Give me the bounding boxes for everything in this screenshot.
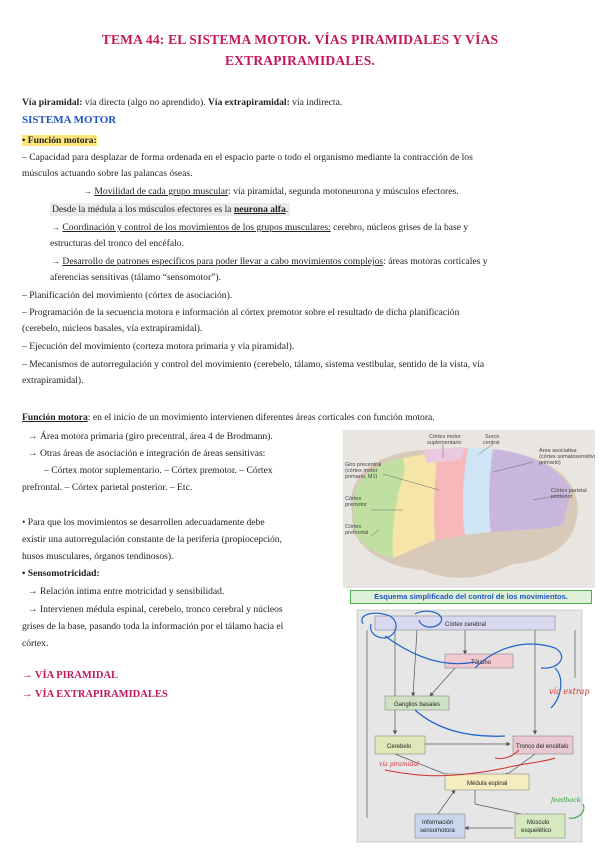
via-piramidal-link[interactable]: → VÍA PIRAMIDAL <box>22 670 119 681</box>
line-6: estructuras del tronco del encéfalo. <box>50 238 184 249</box>
funcion-heading-text: • Función motora: <box>22 135 97 146</box>
funcion-motora-label: Función motora <box>22 412 88 423</box>
area-line-4: prefrontal. – Córtex parietal posterior. – Etc. <box>22 482 193 493</box>
line-4-highlight <box>50 203 290 216</box>
bullet-line-3: husos musculares, órganos tendinosos). <box>22 551 174 562</box>
label-area-asoc: Área asociativa <box>539 448 577 454</box>
line-11: (cerebelo, núcleos basales, vía extrapiramidal). <box>22 323 203 334</box>
via-piramidal-text: vía directa (algo no aprendido). <box>82 97 208 108</box>
line-13: – Mecanismos de autorregulación y control del movimiento (cerebelo, tálamo, sistema vestibular, sentido de la vista, vía <box>22 359 485 370</box>
page-title-line2: EXTRAPIRAMIDALES. <box>224 53 376 68</box>
box-ganglios-label: Ganglios basales <box>394 702 441 708</box>
label-giro-2: (córtex motor <box>345 468 378 474</box>
line-5-rest: cerebro, núcleos grises de la base y <box>330 222 469 233</box>
handwritten-via-extrap: vía extrap <box>549 687 590 696</box>
line-3 <box>84 185 459 198</box>
box-info-label: Información <box>422 820 454 826</box>
line-5 <box>52 221 468 234</box>
funcion-motora-text: : en el inicio de un movimiento intervienen diferentes áreas corticales con función motora. <box>87 412 435 423</box>
intro-line <box>22 96 342 109</box>
label-prefrontal-2: prefrontal <box>345 530 369 536</box>
area-line-2: → Otras áreas de asociación e integración de áreas sensitivas: <box>28 448 266 459</box>
sens-line-1: → Relación íntima entre motricidad y sensibilidad. <box>28 586 225 597</box>
bullet-line-1: • Para que los movimientos se desarrollen adecuadamente debe <box>22 517 265 528</box>
label-giro-3: primario, M1) <box>345 474 378 480</box>
neurona-alfa: neurona alfa <box>233 204 286 215</box>
line-10: – Programación de la secuencia motora e información al córtex premotor sobre el resultado de dicha planificación <box>22 307 460 318</box>
line-7-underlined: Desarrollo de patrones específicos para poder llevar a cabo movimientos complejos <box>62 256 384 267</box>
box-medula-label: Médula espinal <box>467 781 508 787</box>
via-piramidal-label: Vía piramidal: <box>22 97 83 108</box>
via-extrapiramidal-text: vía indirecta. <box>289 97 343 108</box>
box-musculo-label: Músculo <box>527 820 550 826</box>
label-prefrontal: Córtex <box>345 524 362 530</box>
arrow-icon: → <box>52 257 60 266</box>
line-1: – Capacidad para desplazar de forma ordenada en el espacio parte o todo el organismo mediante la contracción de los <box>22 152 473 163</box>
box-info-label-2: sensomotora <box>420 828 455 834</box>
label-premotor-2: premotor <box>345 502 368 508</box>
line-4-pre: Desde la médula a los músculos efectores es la <box>52 204 234 215</box>
line-8: aferencias sensitivas (tálamo “sensomotor”). <box>50 272 222 283</box>
label-surco: Surco <box>485 434 500 440</box>
sens-line-3: grises de la base, pasando toda la información por el tálamo hacia el <box>22 621 284 632</box>
bullet-line-2: existir una autorregulación constante de la periferia (propiocepción, <box>22 534 282 545</box>
control-diagram <box>355 608 595 846</box>
line-4 <box>50 203 290 216</box>
handwritten-via-piramidal: vía piramidal <box>379 761 419 768</box>
brain-illustration <box>343 430 595 588</box>
box-talamo-label: Tálamo <box>471 660 492 666</box>
brain-figure <box>343 430 595 588</box>
line-7-rest: : áreas motoras corticales y <box>383 256 488 267</box>
label-giro: Giro precentral <box>345 462 382 468</box>
label-suplementario: suplementario <box>427 440 462 446</box>
line-5-underlined: Coordinación y control de los movimientos de los grupos musculares: <box>62 222 331 233</box>
line-9: – Planificación del movimiento (córtex de asociación). <box>22 290 233 301</box>
area-line-3: – Córtex motor suplementario. – Córtex premotor. – Córtex <box>44 465 273 476</box>
area-line-1: → Área motora primaria (giro precentral, área 4 de Brodmann). <box>28 431 273 442</box>
label-central: central <box>483 440 500 446</box>
sens-line-2: → Intervienen médula espinal, cerebelo, tronco cerebral y núcleos <box>28 604 283 615</box>
somatosensory-region <box>463 448 493 535</box>
box-tronco-label: Tronco del encéfalo <box>516 744 569 750</box>
line-14: extrapiramidal). <box>22 375 84 386</box>
funcion-heading <box>22 134 97 147</box>
label-area-asoc-2: (córtex somatosensitivo <box>539 454 595 460</box>
label-area-asoc-3: primario) <box>539 460 561 466</box>
label-premotor: Córtex <box>345 496 362 502</box>
label-cortex-motor: Córtex motor <box>429 434 461 440</box>
arrow-icon: → <box>84 187 92 196</box>
funcion-motora-line <box>22 411 435 424</box>
arrow-icon: → <box>52 223 60 232</box>
line-3-rest: : vía piramidal, segunda motoneurona y músculos efectores. <box>228 186 459 197</box>
via-extrapiramidal-link[interactable]: → VÍA EXTRAPIRAMIDALES <box>22 689 168 700</box>
box-informacion-sensomotora <box>415 814 465 838</box>
line-4-post: . <box>285 204 289 215</box>
page-title-line1: TEMA 44: EL SISTEMA MOTOR. VÍAS PIRAMIDALES Y VÍAS <box>101 32 499 47</box>
box-musculo-esqueletico <box>515 814 565 838</box>
label-parietal: Córtex parietal <box>551 488 587 494</box>
line-7 <box>52 255 488 268</box>
box-musculo-label-2: esquelético <box>521 828 552 834</box>
diagram-title: Esquema simplificado del control de los movimientos. <box>350 590 592 604</box>
section-heading: SISTEMA MOTOR <box>22 114 117 126</box>
line-12: – Ejecución del movimiento (corteza motora primaria y vía piramidal). <box>22 341 295 352</box>
control-diagram-svg <box>355 608 595 846</box>
box-cortex-label: Córtex cerebral <box>445 622 487 628</box>
sens-line-4: córtex. <box>22 638 49 649</box>
label-parietal-2: posterior <box>551 494 573 500</box>
line-3-underlined: Movilidad de cada grupo muscular <box>94 186 229 197</box>
diagram-background <box>357 610 582 842</box>
via-extrapiramidal-label: Vía extrapiramidal: <box>207 97 290 108</box>
sensomotricidad-heading: • Sensomotricidad: <box>22 568 100 579</box>
handwritten-feedback: feedback <box>551 796 581 804</box>
line-2: músculos actuando sobre las palancas óseas. <box>22 168 193 179</box>
box-cerebelo-label: Cerebelo <box>387 744 412 750</box>
